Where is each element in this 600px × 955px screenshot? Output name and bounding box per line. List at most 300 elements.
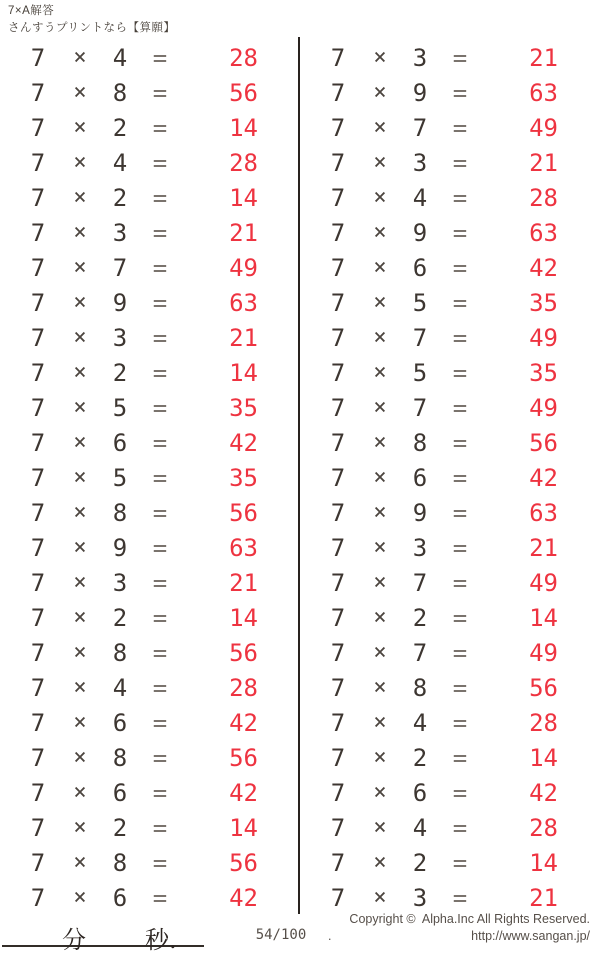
answer-value: 63 (529, 78, 558, 107)
answer-value: 42 (229, 778, 258, 807)
equals-sign: = (452, 358, 468, 387)
problem-row (300, 145, 600, 180)
answer-value: 14 (529, 603, 558, 632)
multiplier: 9 (112, 288, 128, 317)
answer-value: 56 (229, 848, 258, 877)
multiplier: 3 (112, 218, 128, 247)
answer-value: 28 (529, 183, 558, 212)
multiplier: 3 (412, 43, 428, 72)
multiply-sign-icon: × (373, 779, 387, 805)
multiplicand: 7 (330, 323, 346, 352)
multiply-sign-icon: × (373, 79, 387, 105)
answer-value: 49 (529, 113, 558, 142)
multiply-sign-icon: × (373, 569, 387, 595)
multiplicand: 7 (330, 43, 346, 72)
answer-value: 56 (229, 78, 258, 107)
answer-value: 28 (529, 708, 558, 737)
answer-value: 28 (229, 148, 258, 177)
multiply-sign-icon: × (373, 744, 387, 770)
problem-row (0, 75, 300, 110)
equals-sign: = (152, 673, 168, 702)
multiplier: 8 (412, 428, 428, 457)
equals-sign: = (452, 533, 468, 562)
problem-row (0, 460, 300, 495)
problem-row (300, 110, 600, 145)
equals-sign: = (152, 358, 168, 387)
equals-sign: = (452, 253, 468, 282)
equals-sign: = (152, 463, 168, 492)
multiplicand: 7 (30, 288, 46, 317)
multiplier: 7 (412, 323, 428, 352)
equals-sign: = (152, 288, 168, 317)
multiplicand: 7 (330, 708, 346, 737)
multiplier: 5 (412, 288, 428, 317)
multiplier: 6 (112, 778, 128, 807)
multiplicand: 7 (330, 463, 346, 492)
multiplicand: 7 (30, 113, 46, 142)
multiply-sign-icon: × (73, 79, 87, 105)
answer-value: 42 (529, 778, 558, 807)
problem-row (300, 775, 600, 810)
equals-sign: = (152, 183, 168, 212)
multiplicand: 7 (30, 183, 46, 212)
problem-row (0, 110, 300, 145)
problem-row (300, 215, 600, 250)
answer-value: 14 (529, 743, 558, 772)
problem-row (0, 320, 300, 355)
answer-value: 63 (229, 288, 258, 317)
multiply-sign-icon: × (373, 394, 387, 420)
answer-value: 21 (529, 43, 558, 72)
answer-value: 42 (229, 428, 258, 457)
equals-sign: = (152, 148, 168, 177)
problem-row (0, 250, 300, 285)
multiplier: 4 (412, 813, 428, 842)
multiplier: 4 (112, 43, 128, 72)
multiply-sign-icon: × (73, 884, 87, 910)
answer-value: 63 (529, 218, 558, 247)
multiplicand: 7 (330, 568, 346, 597)
multiplier: 4 (412, 183, 428, 212)
multiply-sign-icon: × (73, 674, 87, 700)
answer-value: 56 (229, 498, 258, 527)
multiplicand: 7 (330, 393, 346, 422)
answer-value: 56 (229, 743, 258, 772)
problem-row (300, 460, 600, 495)
answer-value: 14 (529, 848, 558, 877)
multiply-sign-icon: × (73, 114, 87, 140)
equals-sign: = (152, 883, 168, 912)
footer-dot: . (328, 928, 332, 943)
multiply-sign-icon: × (373, 289, 387, 315)
multiplier: 2 (112, 358, 128, 387)
answer-value: 14 (229, 813, 258, 842)
problem-row (0, 810, 300, 845)
seconds-label: 秒. (145, 926, 177, 954)
multiplicand: 7 (330, 533, 346, 562)
multiplicand: 7 (330, 253, 346, 282)
multiplier: 8 (112, 848, 128, 877)
multiply-sign-icon: × (73, 814, 87, 840)
multiply-sign-icon: × (73, 254, 87, 280)
answer-value: 56 (529, 428, 558, 457)
equals-sign: = (152, 743, 168, 772)
equals-sign: = (152, 253, 168, 282)
multiplier: 5 (412, 358, 428, 387)
equals-sign: = (152, 603, 168, 632)
equals-sign: = (152, 568, 168, 597)
answer-value: 63 (529, 498, 558, 527)
problem-row (0, 705, 300, 740)
multiplicand: 7 (330, 848, 346, 877)
multiplier: 2 (112, 113, 128, 142)
multiplicand: 7 (330, 218, 346, 247)
answer-value: 56 (229, 638, 258, 667)
multiplicand: 7 (30, 393, 46, 422)
multiplicand: 7 (330, 183, 346, 212)
multiplier: 8 (412, 673, 428, 702)
multiply-sign-icon: × (73, 44, 87, 70)
equals-sign: = (452, 848, 468, 877)
multiplier: 4 (112, 673, 128, 702)
answer-value: 35 (529, 358, 558, 387)
multiplicand: 7 (30, 673, 46, 702)
answer-value: 42 (229, 708, 258, 737)
answer-value: 49 (529, 638, 558, 667)
problem-row (0, 180, 300, 215)
problem-row (300, 40, 600, 75)
multiplier: 6 (112, 883, 128, 912)
multiplier: 6 (412, 253, 428, 282)
equals-sign: = (452, 218, 468, 247)
problem-row (300, 880, 600, 915)
problem-row (0, 390, 300, 425)
problem-row (300, 740, 600, 775)
page-subtitle: さんすうプリントなら【算願】 (8, 21, 176, 34)
multiply-sign-icon: × (373, 814, 387, 840)
problem-row (0, 495, 300, 530)
answer-value: 35 (229, 463, 258, 492)
minutes-label: 分 (62, 926, 86, 954)
multiply-sign-icon: × (73, 534, 87, 560)
problem-row (0, 355, 300, 390)
multiply-sign-icon: × (373, 114, 387, 140)
answer-value: 21 (529, 148, 558, 177)
multiplicand: 7 (330, 603, 346, 632)
answer-value: 49 (229, 253, 258, 282)
multiplier: 8 (112, 743, 128, 772)
multiplier: 2 (112, 183, 128, 212)
multiplicand: 7 (330, 673, 346, 702)
multiply-sign-icon: × (373, 639, 387, 665)
multiplier: 3 (112, 568, 128, 597)
problem-row (300, 285, 600, 320)
equals-sign: = (152, 708, 168, 737)
equals-sign: = (452, 498, 468, 527)
equals-sign: = (452, 638, 468, 667)
multiplier: 9 (412, 218, 428, 247)
multiplicand: 7 (330, 428, 346, 457)
problem-row (0, 285, 300, 320)
answer-value: 14 (229, 603, 258, 632)
answer-value: 21 (229, 568, 258, 597)
multiply-sign-icon: × (73, 499, 87, 525)
multiplier: 7 (412, 113, 428, 142)
equals-sign: = (452, 603, 468, 632)
equals-sign: = (152, 498, 168, 527)
problem-row (0, 425, 300, 460)
multiply-sign-icon: × (73, 569, 87, 595)
equals-sign: = (152, 533, 168, 562)
multiplicand: 7 (330, 778, 346, 807)
multiply-sign-icon: × (73, 779, 87, 805)
multiplier: 6 (412, 778, 428, 807)
multiply-sign-icon: × (373, 184, 387, 210)
multiplicand: 7 (30, 708, 46, 737)
multiply-sign-icon: × (373, 499, 387, 525)
equals-sign: = (452, 288, 468, 317)
multiply-sign-icon: × (373, 359, 387, 385)
multiplier: 5 (112, 393, 128, 422)
multiply-sign-icon: × (73, 359, 87, 385)
problem-row (300, 180, 600, 215)
problem-row (0, 40, 300, 75)
multiplier: 6 (112, 428, 128, 457)
multiply-sign-icon: × (373, 709, 387, 735)
answer-value: 14 (229, 183, 258, 212)
multiplier: 2 (112, 813, 128, 842)
multiplier: 2 (412, 603, 428, 632)
equals-sign: = (452, 78, 468, 107)
equals-sign: = (452, 113, 468, 142)
multiply-sign-icon: × (73, 604, 87, 630)
equals-sign: = (152, 778, 168, 807)
equals-sign: = (152, 638, 168, 667)
multiplier: 2 (412, 743, 428, 772)
problem-row (300, 635, 600, 670)
answer-value: 21 (529, 533, 558, 562)
multiply-sign-icon: × (373, 534, 387, 560)
multiplier: 7 (412, 568, 428, 597)
multiplicand: 7 (30, 883, 46, 912)
copyright-block (328, 911, 590, 944)
answer-value: 42 (229, 883, 258, 912)
problem-row (300, 355, 600, 390)
equals-sign: = (452, 463, 468, 492)
multiply-sign-icon: × (373, 604, 387, 630)
multiplier: 4 (412, 708, 428, 737)
answer-value: 21 (229, 218, 258, 247)
multiply-sign-icon: × (373, 219, 387, 245)
problem-row (300, 320, 600, 355)
equals-sign: = (452, 743, 468, 772)
answer-value: 63 (229, 533, 258, 562)
answer-value: 21 (229, 323, 258, 352)
multiplicand: 7 (330, 498, 346, 527)
multiplicand: 7 (330, 288, 346, 317)
multiplier: 9 (412, 78, 428, 107)
multiplicand: 7 (30, 603, 46, 632)
multiplicand: 7 (30, 743, 46, 772)
multiplicand: 7 (30, 463, 46, 492)
multiply-sign-icon: × (373, 149, 387, 175)
problem-row (0, 530, 300, 565)
multiply-sign-icon: × (73, 184, 87, 210)
multiply-sign-icon: × (73, 219, 87, 245)
multiplicand: 7 (30, 428, 46, 457)
answer-value: 28 (229, 673, 258, 702)
multiply-sign-icon: × (373, 884, 387, 910)
problem-row (0, 670, 300, 705)
equals-sign: = (452, 883, 468, 912)
problem-row (300, 495, 600, 530)
problems-column-right (300, 40, 600, 915)
problem-row (0, 600, 300, 635)
equals-sign: = (452, 393, 468, 422)
page-number: 54/100 (255, 927, 307, 943)
multiply-sign-icon: × (73, 744, 87, 770)
equals-sign: = (152, 218, 168, 247)
multiplicand: 7 (330, 883, 346, 912)
problems-column-left (0, 40, 300, 915)
multiplier: 2 (112, 603, 128, 632)
multiplicand: 7 (330, 358, 346, 387)
equals-sign: = (452, 813, 468, 842)
multiply-sign-icon: × (73, 324, 87, 350)
multiplicand: 7 (30, 813, 46, 842)
multiply-sign-icon: × (373, 254, 387, 280)
multiplier: 7 (412, 393, 428, 422)
answer-value: 35 (229, 393, 258, 422)
multiplicand: 7 (30, 533, 46, 562)
multiplicand: 7 (30, 778, 46, 807)
multiply-sign-icon: × (73, 289, 87, 315)
multiply-sign-icon: × (73, 709, 87, 735)
problem-row (300, 810, 600, 845)
problems-area (0, 40, 600, 915)
multiplicand: 7 (30, 78, 46, 107)
equals-sign: = (452, 568, 468, 597)
multiply-sign-icon: × (73, 429, 87, 455)
page-title: 7×A解答 (8, 5, 55, 17)
problem-row (0, 880, 300, 915)
multiplicand: 7 (30, 43, 46, 72)
multiplier: 8 (112, 638, 128, 667)
multiplicand: 7 (330, 148, 346, 177)
multiplier: 7 (412, 638, 428, 667)
equals-sign: = (452, 428, 468, 457)
answer-value: 56 (529, 673, 558, 702)
multiplier: 6 (112, 708, 128, 737)
time-entry-line (2, 920, 204, 954)
answer-value: 35 (529, 288, 558, 317)
equals-sign: = (152, 323, 168, 352)
answer-value: 42 (529, 463, 558, 492)
equals-sign: = (452, 778, 468, 807)
multiplier: 4 (112, 148, 128, 177)
multiplier: 3 (412, 148, 428, 177)
multiplier: 8 (112, 498, 128, 527)
equals-sign: = (152, 78, 168, 107)
problem-row (300, 390, 600, 425)
equals-sign: = (152, 813, 168, 842)
multiplicand: 7 (30, 253, 46, 282)
equals-sign: = (452, 148, 468, 177)
equals-sign: = (452, 708, 468, 737)
problem-row (300, 600, 600, 635)
multiplicand: 7 (330, 113, 346, 142)
problem-row (300, 845, 600, 880)
multiply-sign-icon: × (373, 324, 387, 350)
multiply-sign-icon: × (373, 674, 387, 700)
equals-sign: = (152, 428, 168, 457)
multiply-sign-icon: × (73, 464, 87, 490)
problem-row (300, 670, 600, 705)
multiply-sign-icon: × (73, 849, 87, 875)
multiplier: 2 (412, 848, 428, 877)
multiply-sign-icon: × (373, 44, 387, 70)
multiply-sign-icon: × (73, 394, 87, 420)
problem-row (300, 75, 600, 110)
multiplier: 8 (112, 78, 128, 107)
problem-row (0, 845, 300, 880)
multiplicand: 7 (30, 218, 46, 247)
multiply-sign-icon: × (373, 849, 387, 875)
problem-row (0, 635, 300, 670)
multiplicand: 7 (30, 148, 46, 177)
multiplicand: 7 (30, 638, 46, 667)
problem-row (300, 250, 600, 285)
problem-row (300, 425, 600, 460)
multiplicand: 7 (330, 78, 346, 107)
answer-value: 28 (529, 813, 558, 842)
equals-sign: = (452, 183, 468, 212)
answer-value: 14 (229, 113, 258, 142)
answer-value: 49 (529, 568, 558, 597)
multiplicand: 7 (30, 568, 46, 597)
equals-sign: = (152, 43, 168, 72)
page-header (8, 3, 176, 36)
multiply-sign-icon: × (73, 639, 87, 665)
problem-row (0, 775, 300, 810)
multiplier: 3 (112, 323, 128, 352)
multiplicand: 7 (30, 358, 46, 387)
answer-value: 21 (529, 883, 558, 912)
multiplier: 3 (412, 883, 428, 912)
multiply-sign-icon: × (73, 149, 87, 175)
multiplicand: 7 (30, 323, 46, 352)
answer-value: 14 (229, 358, 258, 387)
multiplier: 5 (112, 463, 128, 492)
column-divider-line (298, 37, 300, 914)
multiplier: 7 (112, 253, 128, 282)
site-url: http://www.sangan.jp/ (471, 928, 590, 943)
equals-sign: = (452, 323, 468, 352)
equals-sign: = (152, 113, 168, 142)
multiplicand: 7 (330, 638, 346, 667)
multiplier: 9 (112, 533, 128, 562)
multiplicand: 7 (330, 743, 346, 772)
equals-sign: = (452, 673, 468, 702)
multiplicand: 7 (30, 498, 46, 527)
multiplier: 9 (412, 498, 428, 527)
problem-row (0, 565, 300, 600)
answer-value: 42 (529, 253, 558, 282)
problem-row (0, 215, 300, 250)
problem-row (300, 530, 600, 565)
multiplier: 3 (412, 533, 428, 562)
multiplier: 6 (412, 463, 428, 492)
